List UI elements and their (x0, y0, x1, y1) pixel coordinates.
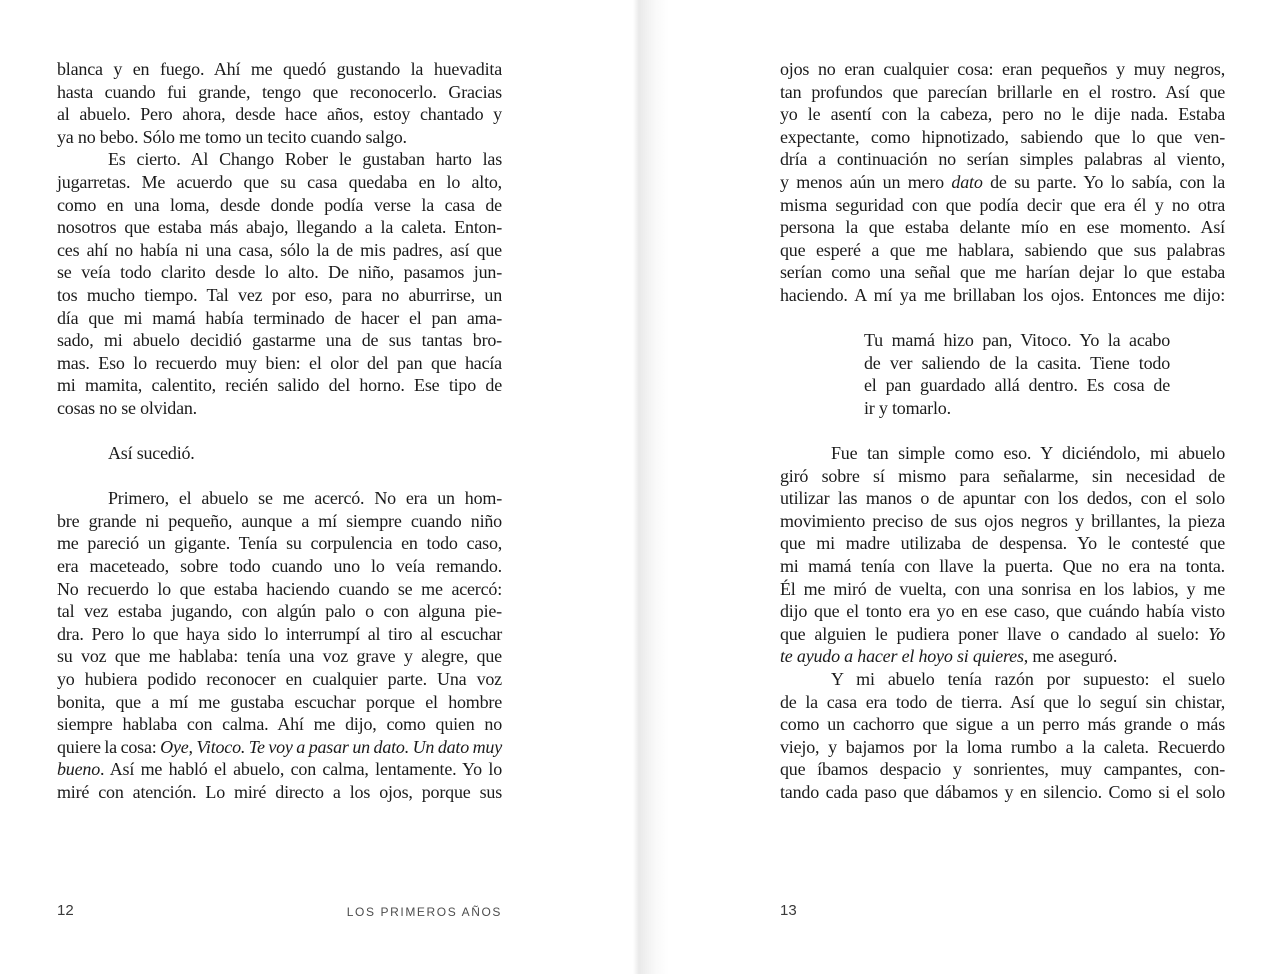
text-line: jugarretas. Me acuerdo que su casa quedaba en lo alto, (57, 171, 502, 192)
text-line: Así sucedió. (108, 443, 195, 464)
text-line: yo hubiera podido reconocer en cualquier parte. Una voz (57, 669, 502, 690)
text-line: que íbamos despacio y sonrientes, muy campantes, con- (780, 759, 1226, 780)
text-line: era maceteado, sobre todo cuando uno lo veía remando. (57, 556, 502, 577)
text-line: mi mamá tenía con llave la puerta. Que no era na tonta. (780, 556, 1225, 577)
text-line: bueno. Así me habló el abuelo, con calma, lentamente. Yo lo (57, 759, 503, 780)
text-line: ir y tomarlo. (864, 397, 951, 418)
text-line: bonita, que a mí me gustaba escuchar porque el hombre (57, 691, 502, 712)
text-line: cosas no se olvidan. (57, 397, 197, 418)
text-line: quiere la cosa: Oye, Vitoco. Te voy a pasar un dato. Un dato muy (57, 736, 503, 757)
text-line: y menos aún un mero dato de su parte. Yo lo sabía, con la (780, 171, 1226, 192)
text-line: tando cada paso que dábamos y en silencio. Como si el solo (780, 782, 1226, 802)
text-line: Él me miró de vuelta, con una sonrisa en los labios, y me (780, 578, 1225, 599)
text-line: me pareció un gigante. Tenía su corpulencia en todo caso, (57, 533, 503, 554)
text-line: de la casa era todo de tierra. Así que lo seguí sin chistar, (780, 691, 1226, 712)
text-line: serían como una señal que me harían dejar lo que estaba (780, 262, 1226, 283)
blank-line (57, 465, 502, 488)
text-line: viejo, y bajamos por la loma rumbo a la caleta. Recuerdo (780, 736, 1225, 757)
text-line: blanca y en fuego. Ahí me quedó gustando la huevadita (57, 59, 502, 79)
text-line: mi mamita, calentito, recién salido del horno. Ese tipo de (57, 375, 502, 396)
text-line: yo le asentí con la cabeza, pero no le dije nada. Estaba (780, 104, 1226, 125)
left-page-number: 12 (57, 902, 74, 919)
blank-line (780, 420, 1225, 443)
text-line: nosotros que estaba más abajo, llegando a la caleta. Enton- (57, 217, 503, 238)
text-line: mas. Eso lo recuerdo muy bien: el olor del pan que hacía (57, 352, 502, 373)
text-line: ojos no eran cualquier cosa: eran pequeños y muy negros, (780, 59, 1225, 79)
blank-line (780, 307, 1225, 330)
text-line: como en una loma, desde donde podía verse la casa de (57, 194, 502, 215)
text-line: tal vez estaba jugando, con algún palo o con alguna pie- (57, 601, 502, 622)
text-line: dijo que el tonto era yo en ese caso, que cuándo había visto (780, 601, 1225, 622)
left-page-text (57, 58, 502, 804)
text-line: ya no bebo. Sólo me tomo un tecito cuando salgo. (57, 126, 407, 147)
text-line: te ayudo a hacer el hoyo si quieres, me aseguró. (780, 646, 1118, 667)
blank-line (57, 420, 502, 443)
text-line: movimiento preciso de sus ojos negros y brillantes, la pieza (780, 510, 1225, 531)
text-line: tan profundos que parecían brillarle en el rostro. Así que (780, 81, 1226, 102)
text-line: sado, mi abuelo decidió gastarme una de sus tantas bro- (57, 330, 502, 351)
text-line: haciendo. A mí ya me brillaban los ojos. Entonces me dijo: (780, 284, 1226, 305)
text-line: dra. Pero lo que haya sido lo interrumpí al tiro al escuchar (57, 623, 503, 644)
text-line: hasta cuando fui grande, tengo que reconocerlo. Gracias (57, 81, 502, 102)
text-line: giró sobre sí mismo para señalarme, sin necesidad de (780, 465, 1226, 486)
text-line: día que mi mamá había terminado de hacer el pan ama- (57, 307, 503, 328)
text-line: dría a continuación no serían simples palabras al viento, (780, 149, 1226, 170)
text-line: el pan guardado allá dentro. Es cosa de (864, 375, 1170, 396)
text-line: Tu mamá hizo pan, Vitoco. Yo la acabo (864, 330, 1171, 351)
text-line: siempre hablaba con calma. Ahí me dijo, como quien no (57, 714, 503, 735)
text-line: de ver saliendo de la casita. Tiene todo (864, 352, 1170, 373)
text-line: miré con atención. Lo miré directo a los ojos, porque sus (57, 782, 502, 802)
text-line: al abuelo. Pero ahora, desde hace años, estoy chantado y (57, 104, 502, 125)
text-line: tos mucho tiempo. Tal vez por eso, para no aburrirse, un (57, 284, 502, 305)
right-page-text (780, 58, 1225, 804)
text-line: Primero, el abuelo se me acercó. No era un hom- (108, 488, 502, 509)
text-line: como un cachorro que sigue a un perro más grande o más (780, 714, 1226, 735)
text-line: expectante, como hipnotizado, sabiendo que lo que ven- (780, 126, 1226, 147)
text-line: bre grande ni pequeño, aunque a mí siempre cuando niño (57, 510, 502, 531)
text-line: que alguien le pudiera poner llave o candado al suelo: Yo (780, 623, 1226, 644)
text-line: se veía todo clarito desde lo alto. De niño, pasamos jun- (57, 262, 502, 283)
text-line: misma seguridad con que podía decir que era él y no otra (780, 194, 1226, 215)
text-line: ces ahí no había ni una casa, sólo la de mis padres, así que (57, 239, 502, 260)
text-line: persona la que estaba delante mío en ese momento. Así (780, 217, 1225, 238)
text-line: utilizar las manos o de apuntar con los dedos, con el solo (780, 488, 1225, 509)
right-page-number: 13 (780, 902, 797, 919)
right-page (640, 0, 1280, 974)
text-line: su voz que me hablaba: tenía una voz grave y alegre, que (57, 646, 502, 667)
text-line: que mi madre utilizaba de despensa. Yo le contesté que (780, 533, 1225, 554)
text-line: Es cierto. Al Chango Rober le gustaban harto las (108, 149, 503, 170)
text-line: que esperé a que me hablara, sabiendo que sus palabras (780, 239, 1226, 260)
running-footer: LOS PRIMEROS AÑOS (346, 905, 502, 919)
text-line: Fue tan simple como eso. Y diciéndolo, mi abuelo (831, 443, 1226, 464)
text-line: Y mi abuelo tenía razón por supuesto: el suelo (831, 669, 1225, 690)
text-line: No recuerdo lo que estaba haciendo cuando se me acercó: (57, 578, 502, 599)
